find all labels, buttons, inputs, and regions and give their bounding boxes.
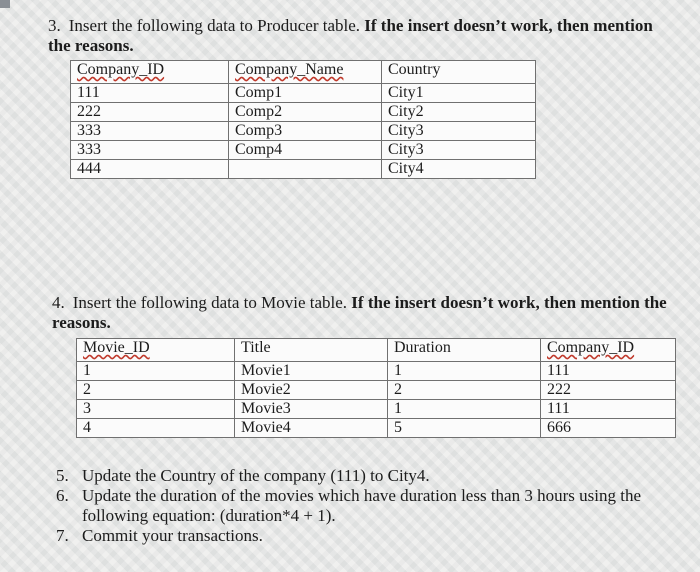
- question-4-heading: [52, 293, 672, 333]
- step-text: Update the duration of the movies which have duration less than 3 hours using the following equation: (duration*4 + 1).: [82, 486, 641, 525]
- table-cell: Movie3: [235, 400, 388, 419]
- table-row: [77, 381, 676, 400]
- table-cell: Movie2: [235, 381, 388, 400]
- column-header: Company_Name: [235, 61, 344, 78]
- table-cell: 2: [388, 381, 541, 400]
- table-cell: City1: [382, 84, 536, 103]
- instruction-list: [56, 466, 676, 546]
- list-item: [56, 466, 676, 486]
- table-cell: [229, 160, 382, 179]
- question-3-bold-text: If the insert doesn’t work, then mention the reasons.: [48, 16, 653, 55]
- step-number: 7.: [56, 526, 69, 545]
- column-header: Company_ID: [77, 61, 165, 78]
- table-row: [71, 122, 536, 141]
- table-cell: City3: [382, 122, 536, 141]
- table-cell: 1: [388, 362, 541, 381]
- step-number: 5.: [56, 466, 69, 485]
- table-row: [71, 84, 536, 103]
- column-header: Title: [241, 339, 271, 356]
- table-cell: 444: [71, 160, 229, 179]
- table-row: [77, 400, 676, 419]
- column-header: Country: [388, 61, 441, 78]
- table-cell: Movie1: [235, 362, 388, 381]
- table-cell: Comp2: [229, 103, 382, 122]
- table-cell: 111: [541, 400, 676, 419]
- table-cell: Comp1: [229, 84, 382, 103]
- question-3-number: 3.: [48, 16, 61, 35]
- table-cell: Comp3: [229, 122, 382, 141]
- column-header: Company_ID: [547, 339, 635, 356]
- table-cell: 2: [77, 381, 235, 400]
- table-row: [77, 419, 676, 438]
- table-cell: 4: [77, 419, 235, 438]
- table-cell: 666: [541, 419, 676, 438]
- movie-table-header: [77, 339, 676, 362]
- table-cell: Movie4: [235, 419, 388, 438]
- table-cell: City3: [382, 141, 536, 160]
- step-text: Commit your transactions.: [82, 526, 263, 545]
- movie-table: [76, 338, 676, 438]
- question-4-number: 4.: [52, 293, 65, 312]
- table-cell: 1: [388, 400, 541, 419]
- table-cell: City4: [382, 160, 536, 179]
- question-3-text: Insert the following data to Producer table.: [68, 16, 361, 35]
- table-cell: 222: [541, 381, 676, 400]
- table-cell: 111: [541, 362, 676, 381]
- table-cell: 111: [71, 84, 229, 103]
- column-header: Movie_ID: [83, 339, 150, 356]
- list-item: [56, 486, 676, 526]
- table-cell: 5: [388, 419, 541, 438]
- table-cell: 333: [71, 122, 229, 141]
- table-row: [71, 141, 536, 160]
- table-row: [77, 362, 676, 381]
- table-cell: 222: [71, 103, 229, 122]
- table-row: [71, 103, 536, 122]
- question-4-text: Insert the following data to Movie table.: [72, 293, 348, 312]
- table-cell: 333: [71, 141, 229, 160]
- table-cell: 3: [77, 400, 235, 419]
- column-header: Duration: [394, 339, 451, 356]
- corner-mark: [0, 0, 10, 8]
- table-cell: Comp4: [229, 141, 382, 160]
- step-text: Update the Country of the company (111) to City4.: [82, 466, 430, 485]
- step-number: 6.: [56, 486, 69, 505]
- table-cell: 1: [77, 362, 235, 381]
- producer-table: [70, 60, 536, 179]
- question-3-heading: [48, 16, 668, 56]
- table-cell: City2: [382, 103, 536, 122]
- question-4-bold-text: If the insert doesn’t work, then mention the reasons.: [52, 293, 667, 332]
- list-item: [56, 526, 676, 546]
- producer-table-header: [71, 61, 536, 84]
- table-row: [71, 160, 536, 179]
